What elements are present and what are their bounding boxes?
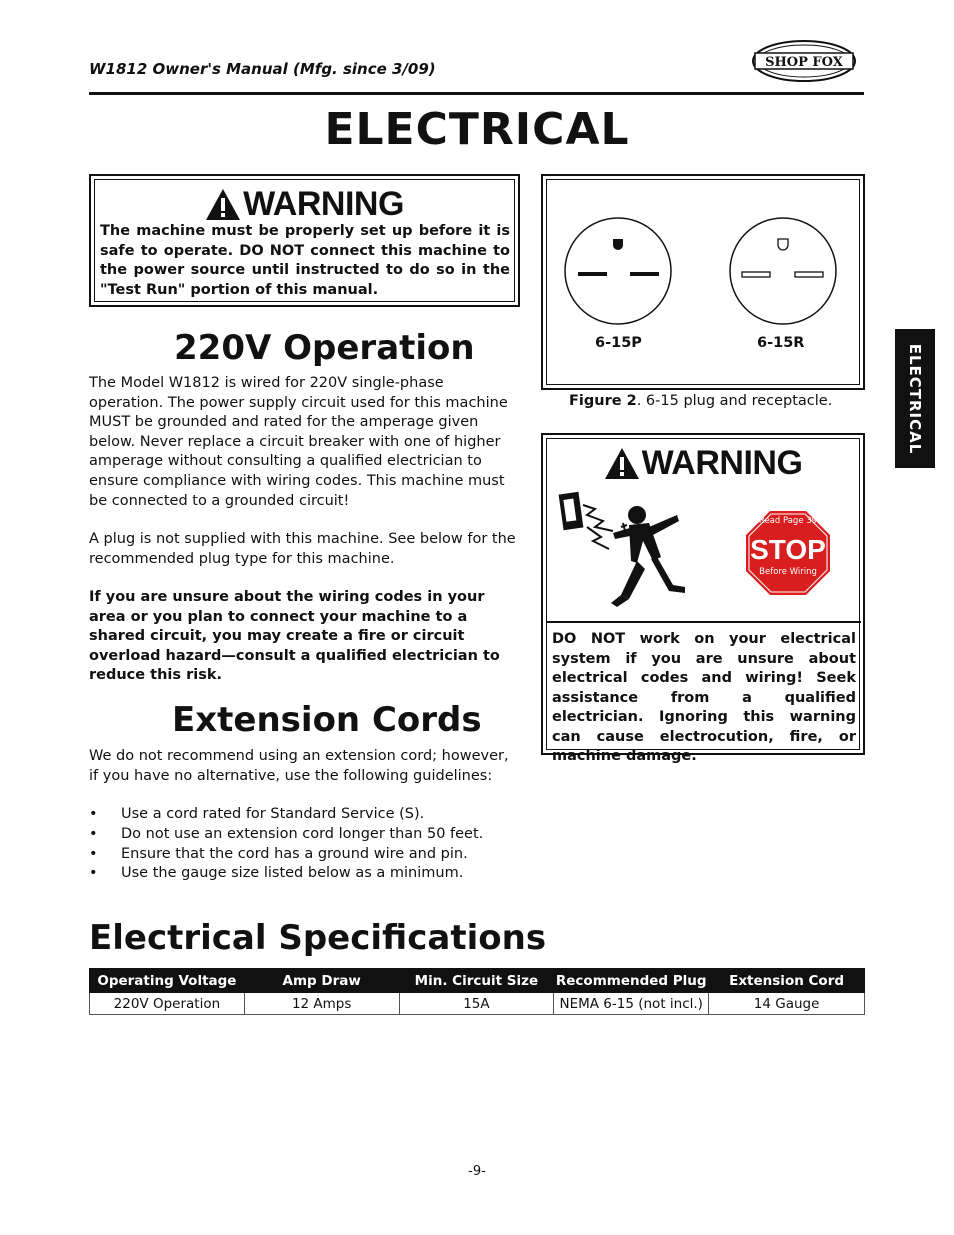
page-title: ELECTRICAL	[324, 104, 630, 155]
warning-heading-text: WARNING	[243, 184, 404, 223]
setup-warning-box	[89, 174, 520, 307]
plug-figure-box	[541, 174, 865, 390]
warning-triangle-icon	[205, 188, 241, 221]
table-cell: 12 Amps	[244, 993, 399, 1015]
plug-6-15p-icon	[563, 216, 673, 326]
column-header: Amp Draw	[244, 969, 399, 993]
warning2-divider	[547, 621, 861, 623]
warning-triangle-icon	[604, 447, 640, 480]
electrical-warning-box	[541, 433, 865, 764]
table-cell: NEMA 6-15 (not incl.)	[554, 993, 709, 1015]
operation-paragraph-2: A plug is not supplied with this machine. See below for the recommended plug type for this machine.	[89, 531, 516, 567]
header-rule	[89, 92, 864, 95]
extension-heading: Extension Cords	[172, 700, 482, 740]
extension-guidelines-list	[89, 805, 521, 884]
manual-title: W1812 Owner's Manual (Mfg. since 3/09)	[89, 60, 436, 78]
specifications-heading: Electrical Specifications	[89, 918, 547, 958]
warning-heading	[91, 184, 518, 224]
extension-intro: We do not recommend using an extension cord; however, if you have no alternative, use the following guidelines:	[89, 748, 509, 784]
section-tab[interactable]	[895, 329, 935, 468]
figure-caption-label: Figure 2	[569, 393, 637, 409]
specifications-table	[89, 968, 865, 1015]
electrocution-person-icon	[557, 487, 717, 617]
operation-paragraph-3: If you are unsure about the wiring codes in your area or you plan to connect your machine to a shared circuit, you may create a fire or circuit overload hazard—consult a qualified electrician to reduce this risk.	[89, 589, 500, 684]
electrical-warning-text: DO NOT work on your electrical system if you are unsure about electrical codes and wiring! Seek assistance from a qualified electrician. Ignoring this warning can cause electrocution, fire, or machine damage.	[552, 631, 856, 764]
table-row	[90, 993, 865, 1015]
column-header: Recommended Plug	[554, 969, 709, 993]
column-header: Extension Cord	[709, 969, 865, 993]
stop-sign-word: STOP	[750, 534, 826, 565]
svg-text:SHOP FOX: SHOP FOX	[765, 55, 843, 70]
warning2-heading	[543, 443, 863, 483]
section-tab-label: ELECTRICAL	[906, 343, 924, 454]
warning2-heading-text: WARNING	[641, 443, 803, 482]
list-item: • Ensure that the cord has a ground wire and pin.	[89, 845, 521, 865]
list-item: • Use the gauge size listed below as a minimum.	[89, 864, 521, 884]
page-number: -9-	[468, 1164, 486, 1179]
list-item: • Do not use an extension cord longer than 50 feet.	[89, 825, 521, 845]
table-cell: 14 Gauge	[709, 993, 865, 1015]
table-cell: 15A	[399, 993, 554, 1015]
setup-warning-text: The machine must be properly set up before it is safe to operate. DO NOT connect this machine to the power source until instructed to do so in the "Test Run" portion of this manual.	[100, 223, 510, 298]
stop-sign-bottom-text: Before Wiring	[759, 567, 817, 577]
plug-label: 6-15P	[595, 335, 642, 351]
figure-caption	[569, 393, 832, 409]
table-cell: 220V Operation	[90, 993, 245, 1015]
figure-caption-text: . 6-15 plug and receptacle.	[636, 393, 833, 409]
table-header-row	[90, 969, 865, 993]
stop-sign-top-text: Read Page 39	[758, 516, 818, 526]
receptacle-6-15r-icon	[728, 216, 838, 326]
list-item: • Use a cord rated for Standard Service (S).	[89, 805, 521, 825]
shop-fox-logo	[752, 40, 856, 82]
operation-paragraph-1: The Model W1812 is wired for 220V single-phase operation. The power supply circuit used for this machine MUST be grounded and rated for the amperage given below. Never replace a circuit breaker with one of higher amperage without consulting a qualified electrician to ensure compliance with wiring codes. This machine must be connected to a grounded circuit!	[89, 375, 508, 509]
receptacle-label: 6-15R	[757, 335, 805, 351]
column-header: Min. Circuit Size	[399, 969, 554, 993]
column-header: Operating Voltage	[90, 969, 245, 993]
operation-heading: 220V Operation	[174, 328, 475, 368]
